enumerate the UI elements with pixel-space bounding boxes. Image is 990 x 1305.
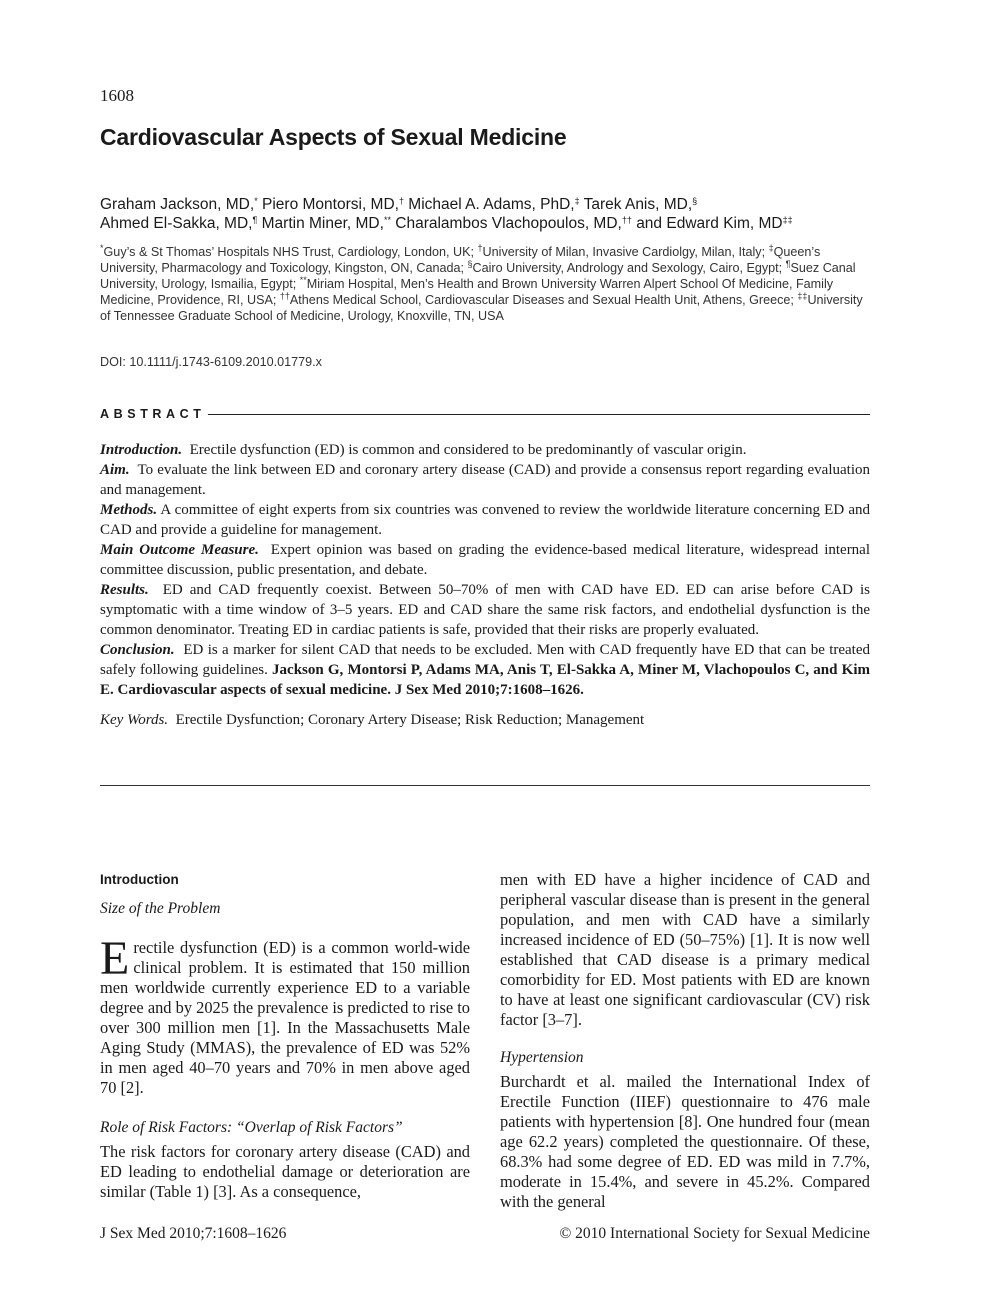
abstract-label: Results.: [100, 582, 149, 598]
footer-journal-citation: J Sex Med 2010;7:1608–1626: [100, 1225, 287, 1242]
abstract-conclusion: Conclusion. ED is a marker for silent CAD that needs to be excluded. Men with CAD frequently have ED that can be treated safely following guidelines. Jackson G, Montorsi P, Adams MA, Anis T, El-Sakka A, Miner M, Vlachopoulos C, and Kim E. Cardiovascular aspects of sexual medicine. J Sex Med 2010;7:1608–1626.: [100, 642, 871, 698]
affiliation: ††Athens Medical School, Cardiovascular Diseases and Sexual Health Unit, Athens, Greece;: [279, 291, 794, 307]
page-number: 1608: [100, 86, 134, 105]
paragraph: The risk factors for coronary artery disease (CAD) and ED leading to endothelial damage or deterioration are similar (Table 1) [3]. As a consequence,: [100, 1142, 470, 1201]
affiliation: †University of Milan, Invasive Cardiolgy, Milan, Italy;: [477, 243, 766, 259]
abstract-aim: Aim. To evaluate the link between ED and coronary artery disease (CAD) and provide a consensus report regarding evaluation and management.: [100, 462, 870, 498]
doi: DOI: 10.1111/j.1743-6109.2010.01779.x: [100, 355, 322, 369]
abstract-divider: [208, 414, 870, 415]
author-list: [100, 195, 880, 233]
abstract-label: Introduction.: [100, 442, 183, 458]
abstract-results: Results. ED and CAD frequently coexist. Between 50–70% of men with CAD have ED. ED can arise before CAD is symptomatic with a time window of 3–5 years. ED and CAD share the same risk factors, and endothelial dysfunction is the common denominator. Treating ED in cardiac patients is safe, provided that their risks are properly evaluated.: [100, 582, 871, 638]
abstract-label: Aim.: [100, 462, 130, 478]
abstract-label: Methods.: [100, 502, 158, 518]
abstract-introduction: Introduction. Erectile dysfunction (ED) is common and considered to be predominantly of vascular origin.: [100, 442, 747, 458]
column-left: [100, 868, 470, 1202]
abstract-bottom-divider: [100, 785, 870, 786]
keywords-label: Key Words.: [100, 712, 169, 728]
keywords: Key Words. Erectile Dysfunction; Coronary Artery Disease; Risk Reduction; Management: [100, 712, 645, 728]
paragraph: Burchardt et al. mailed the International Index of Erectile Function (IIEF) questionnaire to 476 male patients with hypertension [8]. One hundred four (mean age 62.2 years) completed the questionnaire. Of these, 68.3% had some degree of ED. ED was mild in 7.7%, moderate in 15.4%, and severe in 45.2%. Compared with the general: [500, 1072, 870, 1211]
abstract-heading-row: [100, 405, 870, 423]
footer-copyright: © 2010 International Society for Sexual Medicine: [559, 1225, 870, 1242]
affiliation: ‡Queen’s University, Pharmacology and Toxicology, Kingston, ON, Canada;: [100, 243, 821, 275]
abstract: [100, 440, 870, 730]
abstract-heading: ABSTRACT: [100, 407, 206, 421]
paragraph: men with ED have a higher incidence of CAD and peripheral vascular disease than is present in the general population, and men with CAD have a similarly increased incidence of ED (50–75%) [1]. It is now well established that CAD disease is a primary medical comorbidity for ED. Most patients with ED are known to have at least one significant cardiovascular (CV) risk factor [3–7].: [500, 870, 870, 1029]
affiliations: [100, 244, 875, 324]
affiliation: *Guy’s & St Thomas’ Hospitals NHS Trust, Cardiology, London, UK;: [100, 243, 475, 259]
affiliation: §Cairo University, Andrology and Sexology, Cairo, Egypt;: [467, 259, 783, 275]
column-right: [500, 870, 870, 1212]
abstract-label: Main Outcome Measure.: [100, 542, 259, 558]
abstract-label: Conclusion.: [100, 642, 175, 658]
author: Charalambos Vlachopoulos, MD,††: [395, 215, 632, 232]
abstract-outcome: Main Outcome Measure. Expert opinion was based on grading the evidence-based medical literature, widespread internal committee discussion, public presentation, and debate.: [100, 542, 871, 578]
author: Michael A. Adams, PhD,‡: [408, 196, 580, 213]
affiliation: ‡‡University of Tennessee Graduate School of Medicine, Urology, Knoxville, TN, USA: [100, 291, 863, 323]
abstract-methods: Methods. A committee of eight experts from six countries was convened to review the worldwide literature concerning ED and CAD and provide a guideline for management.: [100, 502, 870, 538]
subsection-heading-hypertension: Hypertension: [500, 1049, 584, 1066]
subsection-heading-risk-factors: Role of Risk Factors: “Overlap of Risk Factors”: [100, 1119, 403, 1136]
author: Piero Montorsi, MD,†: [262, 196, 404, 213]
subsection-heading-size: Size of the Problem: [100, 900, 221, 917]
drop-cap: E: [100, 932, 130, 985]
author: Tarek Anis, MD,§: [583, 196, 698, 213]
author: Graham Jackson, MD,*: [100, 196, 258, 213]
citation: Jackson G, Montorsi P, Adams MA, Anis T, El-Sakka A, Miner M, Vlachopoulos C, and Kim E. Cardiovascular aspects of sexual medicine. J Sex Med 2010;7:1608–1626.: [100, 662, 870, 698]
affiliation: ¶Suez Canal University, Urology, Ismailia, Egypt;: [100, 259, 856, 291]
paragraph: Erectile dysfunction (ED) is a common world-wide clinical problem. It is estimated that 150 million men worldwide currently experience ED to a variable degree and by 2025 the prevalence is predicted to rise to over 300 million men [1]. In the Massachusetts Male Aging Study (MMAS), the prevalence of ED was 52% in men aged 40–70 years and 70% in men above aged 70 [2].: [100, 932, 470, 1097]
author: and Edward Kim, MD‡‡: [636, 215, 793, 232]
affiliation: **Miriam Hospital, Men’s Health and Brown University Warren Alpert School Of Medicine, Family Medicine, Providence, RI, USA;: [100, 275, 834, 307]
author: Ahmed El-Sakka, MD,¶: [100, 215, 258, 232]
article-title: Cardiovascular Aspects of Sexual Medicine: [100, 124, 567, 150]
section-heading-introduction: Introduction: [100, 872, 179, 887]
author: Martin Miner, MD,**: [261, 215, 391, 232]
